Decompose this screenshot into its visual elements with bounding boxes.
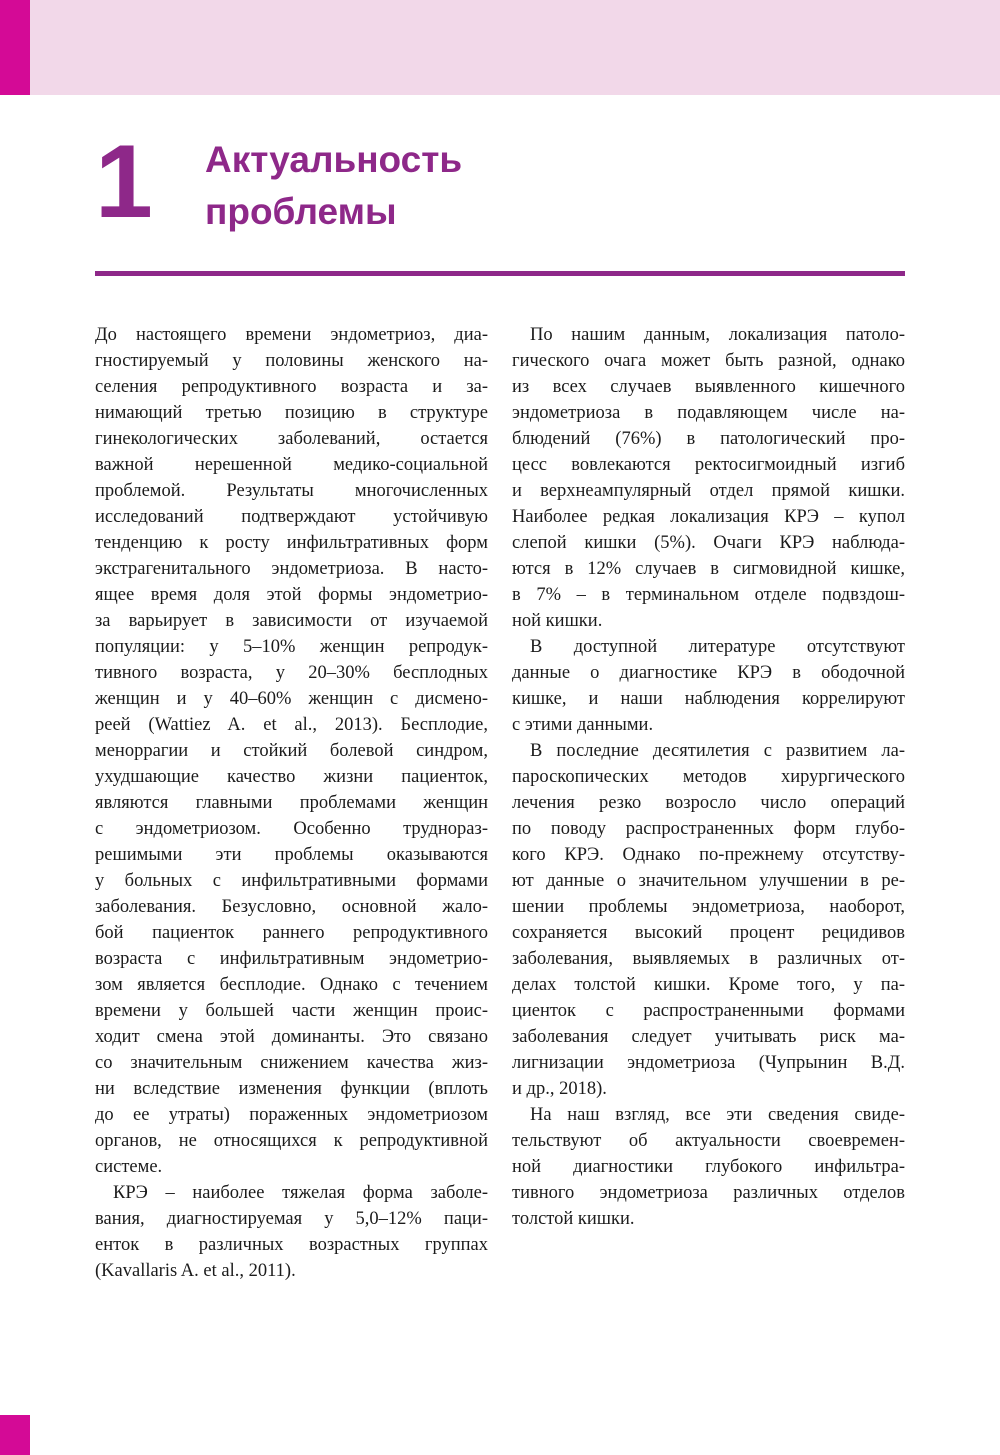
corner-accent-bottom [0, 1415, 30, 1455]
text-line: енток в различных возрастных группах [95, 1235, 488, 1255]
text-line: с эндометриозом. Особенно труднораз- [95, 819, 488, 839]
text-line: В последние десятилетия с развитием ла- [530, 741, 905, 761]
text-line: тивного возраста, у 20–30% бесплодных [95, 663, 488, 683]
left-column [95, 322, 488, 1284]
paragraph [95, 1180, 488, 1284]
text-line: ной диагностики глубокого инфильтра- [512, 1157, 905, 1177]
text-line: вания, диагностируемая у 5,0–12% паци- [95, 1209, 488, 1229]
body-text [95, 322, 905, 1284]
text-line: ни вследствие изменения функции (вплоть [95, 1079, 488, 1099]
text-line: зом является бесплодие. Однако с течением [95, 975, 488, 995]
text-line: гностируемый у половины женского на- [95, 351, 488, 371]
text-line: делах толстой кишки. Кроме того, у па- [512, 975, 905, 995]
text-line: лигнизации эндометриоза (Чупрынин В.Д. [512, 1053, 905, 1073]
text-line: реей (Wattiez A. et al., 2013). Бесплодие, [95, 715, 488, 735]
corner-accent-top [0, 0, 30, 95]
text-line: и верхнеампулярный отдел прямой кишки. [512, 481, 905, 501]
text-line: в 7% – в терминальном отделе подвздош- [512, 585, 905, 605]
text-line: за варьирует в зависимости от изучаемой [95, 611, 488, 631]
text-line: сохраняется высокий процент рецидивов [512, 923, 905, 943]
paragraph [512, 322, 905, 634]
text-line: селения репродуктивного возраста и за- [95, 377, 488, 397]
text-line: заболевания, выявляемых в различных от- [512, 949, 905, 969]
text-line: тельствуют об актуальности своевремен- [512, 1131, 905, 1151]
text-line: проблемой. Результаты многочисленных [95, 481, 488, 501]
paragraph [512, 634, 905, 738]
text-line: со значительным снижением качества жиз- [95, 1053, 488, 1073]
paragraph [95, 322, 488, 1180]
text-line: кого КРЭ. Однако по-прежнему отсутству- [512, 845, 905, 865]
text-line: экстрагенитального эндометриоза. В насто- [95, 559, 488, 579]
text-line: заболевания. Безусловно, основной жало- [95, 897, 488, 917]
right-column [512, 322, 905, 1284]
text-line: органов, не относящихся к репродуктивной [95, 1131, 488, 1151]
chapter-title [205, 132, 462, 238]
text-line: с этими данными. [512, 715, 654, 735]
chapter-header [95, 124, 905, 240]
text-line: меноррагии и стойкий болевой синдром, [95, 741, 488, 761]
text-line: и др., 2018). [512, 1079, 607, 1099]
text-line: важной нерешенной медико-социальной [95, 455, 488, 475]
text-line: лечения резко возросло число операций [512, 793, 905, 813]
paragraph [512, 738, 905, 1102]
top-band [0, 0, 1000, 95]
text-line: В доступной литературе отсутствуют [530, 637, 905, 657]
text-line: по поводу распространенных форм глубо- [512, 819, 905, 839]
text-line: толстой кишки. [512, 1209, 635, 1229]
text-line: бой пациенток раннего репродуктивного [95, 923, 488, 943]
text-line: системе. [95, 1157, 163, 1177]
text-line: (Kavallaris A. et al., 2011). [95, 1261, 296, 1281]
text-line: данные о диагностике КРЭ в ободочной [512, 663, 905, 683]
heading-rule [95, 271, 905, 276]
text-line: исследований подтверждают устойчивую [95, 507, 488, 527]
text-line: блюдений (76%) в патологический про- [512, 429, 905, 449]
text-line: шении проблемы эндометриоза, наоборот, [512, 897, 905, 917]
text-line: КРЭ – наиболее тяжелая форма заболе- [113, 1183, 488, 1203]
chapter-number: 1 [95, 124, 153, 240]
text-line: ются в 12% случаев в сигмовидной кишке, [512, 559, 905, 579]
text-line: ящее время доля этой формы эндометрио- [95, 585, 488, 605]
text-line: На наш взгляд, все эти сведения свиде- [530, 1105, 905, 1125]
text-line: являются главными проблемами женщин [95, 793, 488, 813]
text-line: тивного эндометриоза различных отделов [512, 1183, 905, 1203]
text-line: женщин и у 40–60% женщин с дисмено- [95, 689, 488, 709]
paragraph [512, 1102, 905, 1232]
text-line: Наиболее редкая локализация КРЭ – купол [512, 507, 905, 527]
text-line: ют данные о значительном улучшении в ре- [512, 871, 905, 891]
text-line: По нашим данным, локализация патоло- [530, 325, 905, 345]
text-line: кишке, и наши наблюдения коррелируют [512, 689, 905, 709]
text-line: решимыми эти проблемы оказываются [95, 845, 488, 865]
chapter-title-line1: Актуальность [205, 139, 463, 180]
text-line: ходит смена этой доминанты. Это связано [95, 1027, 488, 1047]
chapter-title-line2: проблемы [205, 191, 397, 232]
text-line: цесс вовлекаются ректосигмоидный изгиб [512, 455, 905, 475]
text-line: популяции: у 5–10% женщин репродук- [95, 637, 488, 657]
text-line: циенток с распространенными формами [512, 1001, 905, 1021]
text-line: времени у большей части женщин проис- [95, 1001, 488, 1021]
text-line: До настоящего времени эндометриоз, диа- [95, 325, 488, 345]
text-line: у больных с инфильтративными формами [95, 871, 488, 891]
text-line: ной кишки. [512, 611, 603, 631]
text-line: из всех случаев выявленного кишечного [512, 377, 905, 397]
text-line: эндометриоза в подавляющем числе на- [512, 403, 905, 423]
text-line: до ее утраты) пораженных эндометриозом [95, 1105, 488, 1125]
text-line: ухудшающие качество жизни пациенток, [95, 767, 488, 787]
text-line: гического очага может быть разной, однако [512, 351, 905, 371]
text-line: возраста с инфильтративным эндометрио- [95, 949, 488, 969]
text-line: слепой кишки (5%). Очаги КРЭ наблюда- [512, 533, 905, 553]
text-line: гинекологических заболеваний, остается [95, 429, 488, 449]
text-line: нимающий третью позицию в структуре [95, 403, 488, 423]
text-line: заболевания следует учитывать риск ма- [512, 1027, 905, 1047]
text-line: пароскопических методов хирургического [512, 767, 905, 787]
text-line: тенденцию к росту инфильтративных форм [95, 533, 488, 553]
